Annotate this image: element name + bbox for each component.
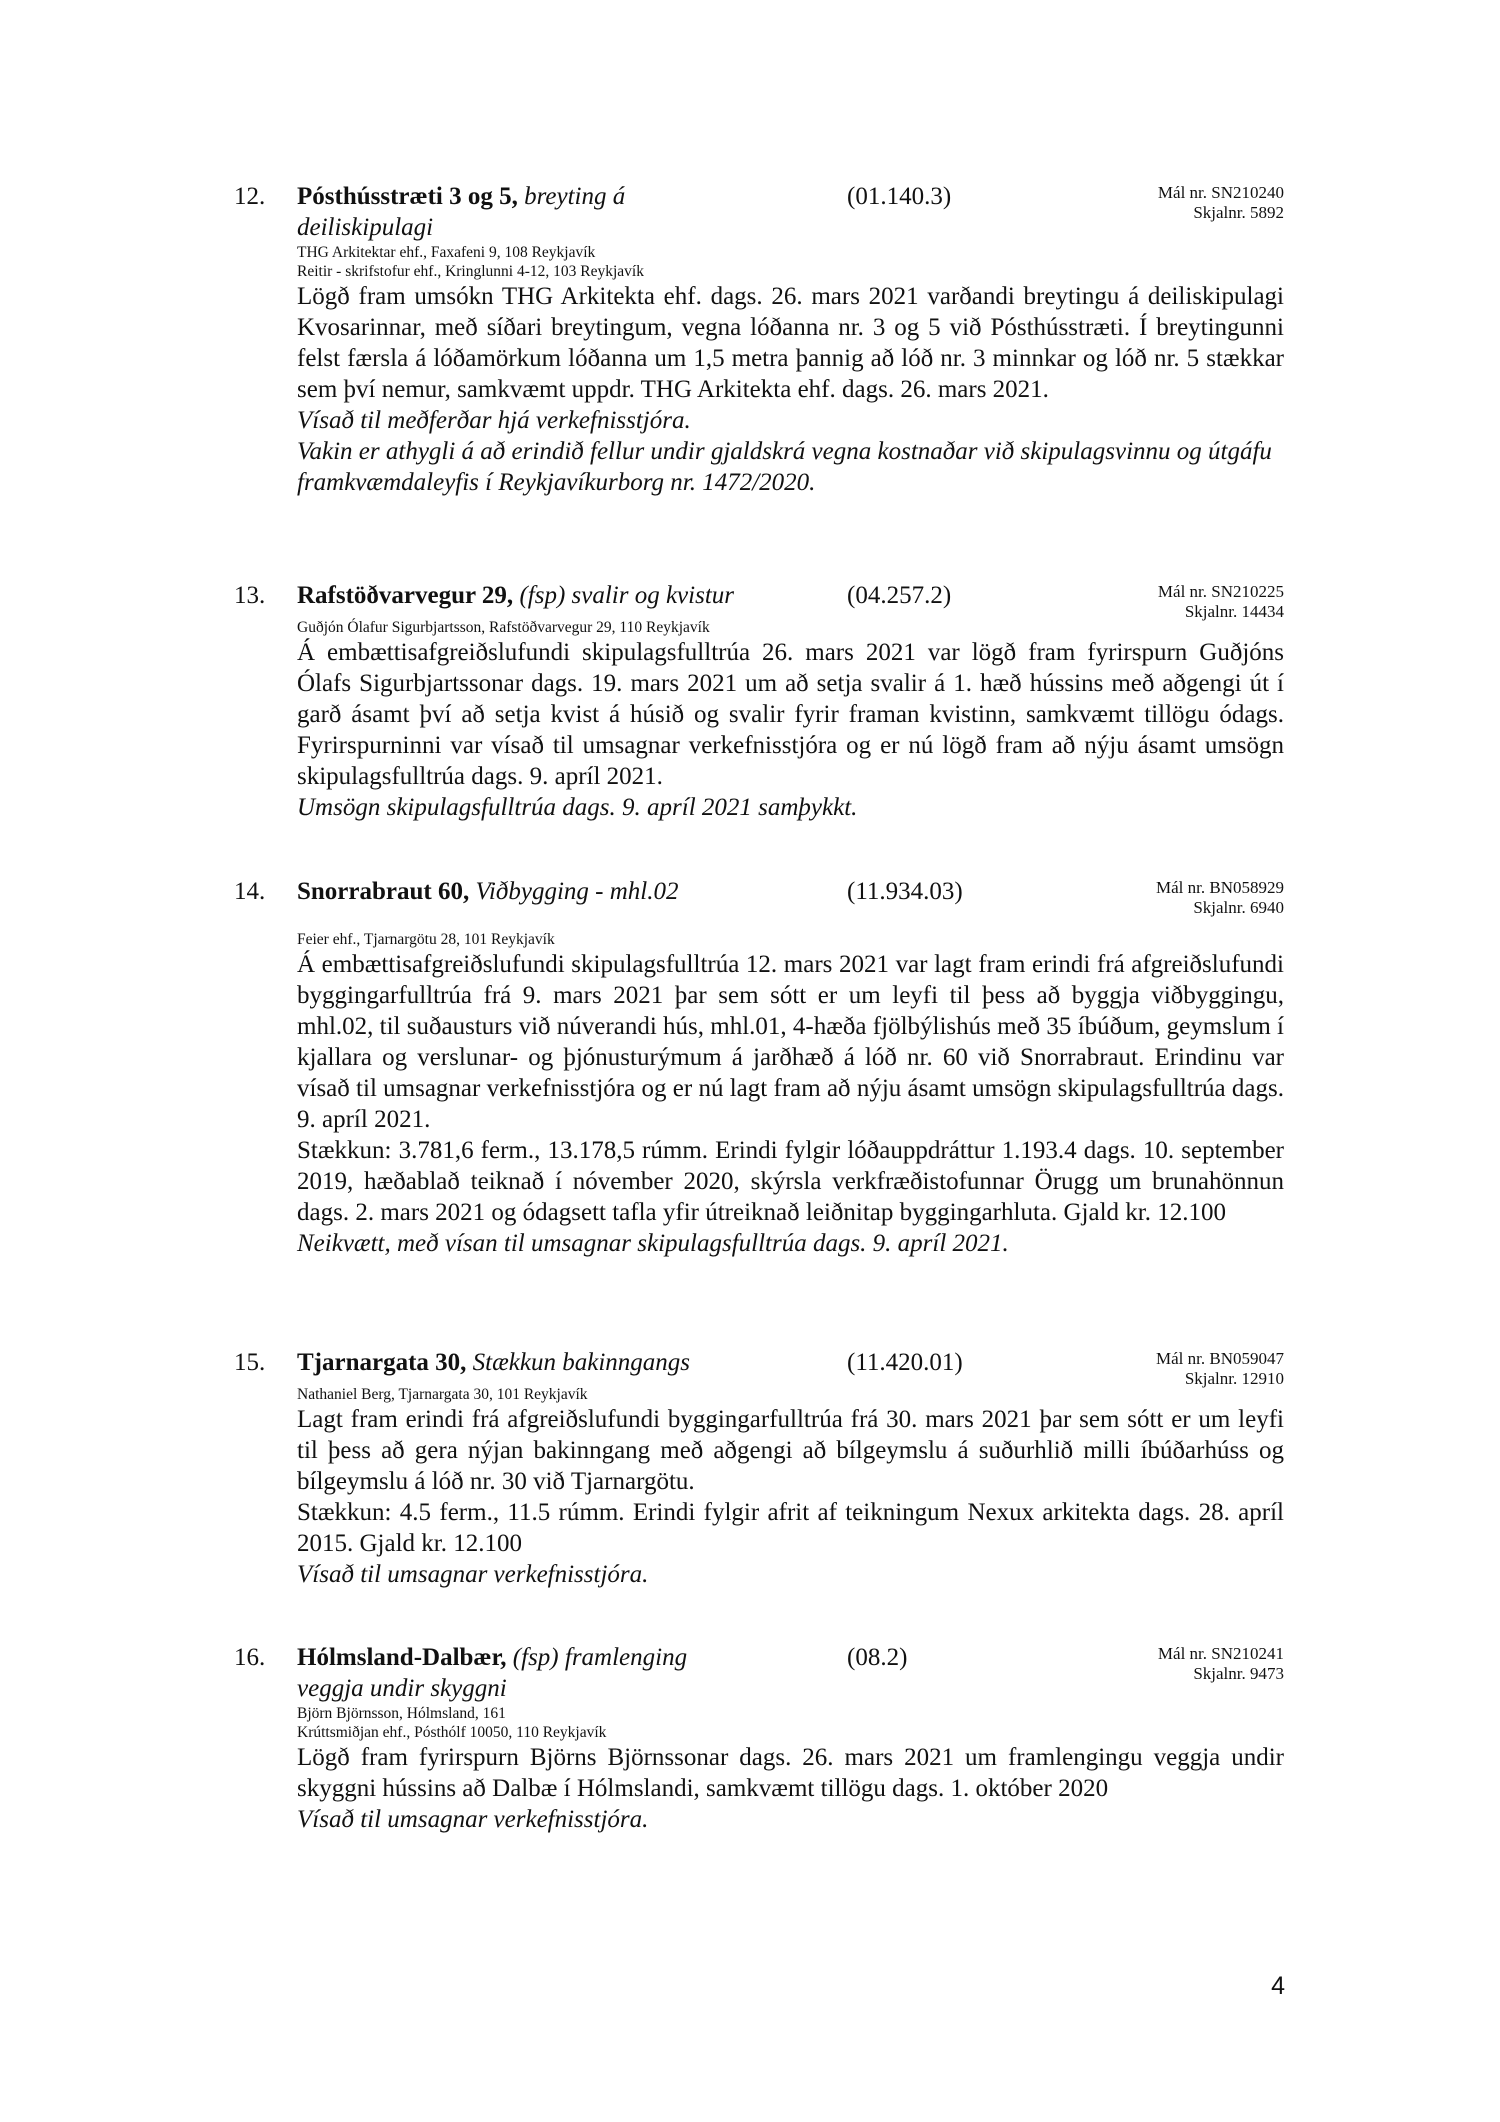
applicant: Krúttsmiðjan ehf., Pósthólf 10050, 110 Reykjavík [297,1724,607,1741]
item-number: 14. [234,878,266,905]
item-subject: Stækkun bakinngangs [472,1349,691,1376]
document-number: Skjalnr. 14434 [1184,602,1284,621]
item-title [297,1644,687,1672]
item-decision: Vísað til umsagnar verkefnisstjóra. [297,1806,649,1833]
item-description: Lögð fram umsókn THG Arkitekta ehf. dags. 26. mars 2021 varðandi breytingu á deiliskipulagi Kvosarinnar, með síðari breytingum, vegna lóðanna nr. 3 og 5 við Pósthússtræti. Í breytingunni felst færsla á lóðamörkum lóðanna um 1,5 metra þannig að lóð nr. 3 minnkar og lóð nr. 5 stækkar sem því nemur, samkvæmt uppdr. THG Arkitekta ehf. dags. 26. mars 2021. [297,283,1284,403]
case-number-block [1158,183,1284,223]
item-title [297,878,678,906]
item-decision: Vakin er athygli á að erindið fellur undir gjaldskrá vegna kostnaðar við skipulagsvinnu og útgáfu framkvæmdaleyfis í Reykjavíkurborg nr. 1472/2020. [297,438,1272,496]
item-reference: (08.2) [847,1644,908,1671]
applicant: Björn Björnsson, Hólmsland, 161 [297,1705,506,1722]
document-number: Skjalnr. 6940 [1193,898,1284,917]
agenda-item-15 [234,1349,1284,1590]
case-number-block [1158,582,1284,622]
item-address: Snorrabraut 60, [297,878,470,905]
item-description: Á embættisafgreiðslufundi skipulagsfulltrúa 12. mars 2021 var lagt fram erindi frá afgreiðslufundi byggingarfulltrúa frá 9. mars 2021 þar sem sótt er um leyfi til þess að byggja viðbyggingu, mhl.02, til suðausturs við núverandi hús, mhl.01, 4-hæða fjölbýlishús með 35 íbúðum, geymslum í kjallara og verslunar- og þjónusturýmum á jarðhæð á lóð nr. 60 við Snorrabraut. Erindinu var vísað til umsagnar verkefnisstjóra og er nú lagt fram að nýju ásamt umsögn skipulagsfulltrúa dags. 9. apríl 2021. [297,951,1284,1133]
applicant: Feier ehf., Tjarnargötu 28, 101 Reykjavík [297,931,555,948]
page-number: 4 [1271,1972,1285,2000]
case-number: Mál nr. SN210241 [1157,1644,1284,1663]
agenda-item-16 [234,1644,1284,1835]
item-description: Lögð fram fyrirspurn Björns Björnssonar dags. 26. mars 2021 um framlengingu veggja undir skyggni hússins að Dalbæ í Hólmslandi, samkvæmt tillögu dags. 1. október 2020 [297,1744,1284,1802]
item-reference: (04.257.2) [847,582,952,609]
item-title [297,1349,690,1377]
case-number: Mál nr. BN058929 [1156,878,1284,897]
document-number: Skjalnr. 9473 [1193,1664,1284,1683]
item-description: Á embættisafgreiðslufundi skipulagsfulltrúa 26. mars 2021 var lögð fram fyrirspurn Guðjóns Ólafs Sigurbjartssonar dags. 19. mars 2021 um að setja svalir á 1. hæð hússins með aðgengi út í garð ásamt því að setja kvist á húsið og svalir fyrir framan kvistinn, samkvæmt tillögu ódags. Fyrirspurninni var vísað til umsagnar verkefnisstjóra og er nú lögð fram að nýju ásamt umsögn skipulagsfulltrúa dags. 9. apríl 2021. [297,639,1284,790]
item-number: 15. [234,1349,266,1376]
item-decision: Vísað til meðferðar hjá verkefnisstjóra. [297,407,691,434]
item-description: Lagt fram erindi frá afgreiðslufundi byggingarfulltrúa frá 30. mars 2021 þar sem sótt er um leyfi til þess að gera nýjan bakinngang með aðgengi að bílgeymslu á suðurhlið milli íbúðarhúss og bílgeymslu á lóð nr. 30 við Tjarnargötu. [297,1406,1284,1495]
item-title [297,582,734,610]
item-subject: Viðbygging - mhl.02 [475,878,679,905]
case-number-block [1156,1349,1284,1389]
agenda-item-14 [234,878,1284,1259]
item-address: Tjarnargata 30, [297,1349,467,1376]
item-subject-continued: veggja undir skyggni [297,1675,507,1702]
case-number-block [1158,1644,1284,1684]
item-details: Stækkun: 4.5 ferm., 11.5 rúmm. Erindi fylgir afrit af teikningum Nexux arkitekta dags. 28. apríl 2015. Gjald kr. 12.100 [297,1499,1284,1557]
applicant: Guðjón Ólafur Sigurbjartsson, Rafstöðvarvegur 29, 110 Reykjavík [297,619,710,636]
item-decision: Vísað til umsagnar verkefnisstjóra. [297,1561,649,1588]
case-number: Mál nr. SN210240 [1157,183,1284,202]
item-reference: (01.140.3) [847,183,952,210]
item-title [297,183,625,211]
item-address: Pósthússtræti 3 og 5, [297,183,518,210]
case-number: Mál nr. SN210225 [1157,582,1284,601]
item-details: Stækkun: 3.781,6 ferm., 13.178,5 rúmm. Erindi fylgir lóðauppdráttur 1.193.4 dags. 10. september 2019, hæðablað teiknað í nóvember 2020, skýrsla verkfræðistofunnar Örugg um brunahönnun dags. 2. mars 2021 og ódagsett tafla yfir útreiknað leiðnitap byggingarhluta. Gjald kr. 12.100 [297,1137,1284,1226]
item-decision: Umsögn skipulagsfulltrúa dags. 9. apríl 2021 samþykkt. [297,794,858,821]
document-number: Skjalnr. 12910 [1184,1369,1284,1388]
document-number: Skjalnr. 5892 [1193,203,1284,222]
applicant: THG Arkitektar ehf., Faxafeni 9, 108 Reykjavík [297,244,596,261]
item-decision: Neikvætt, með vísan til umsagnar skipulagsfulltrúa dags. 9. apríl 2021. [297,1230,1009,1257]
item-subject-continued: deiliskipulagi [297,214,434,241]
agenda-item-13 [234,582,1284,823]
case-number-block [1156,878,1284,918]
item-reference: (11.420.01) [847,1349,963,1376]
applicant: Reitir - skrifstofur ehf., Kringlunni 4-12, 103 Reykjavík [297,263,644,280]
item-subject: (fsp) framlenging [512,1644,688,1671]
item-number: 16. [234,1644,266,1671]
item-subject: (fsp) svalir og kvistur [519,582,735,609]
item-address: Hólmsland-Dalbær, [297,1644,507,1671]
item-number: 12. [234,183,266,210]
item-number: 13. [234,582,266,609]
item-subject: breyting á [524,183,626,210]
agenda-item-12 [234,183,1284,498]
item-reference: (11.934.03) [847,878,963,905]
item-address: Rafstöðvarvegur 29, [297,582,514,609]
case-number: Mál nr. BN059047 [1156,1349,1284,1368]
applicant: Nathaniel Berg, Tjarnargata 30, 101 Reykjavík [297,1386,588,1403]
